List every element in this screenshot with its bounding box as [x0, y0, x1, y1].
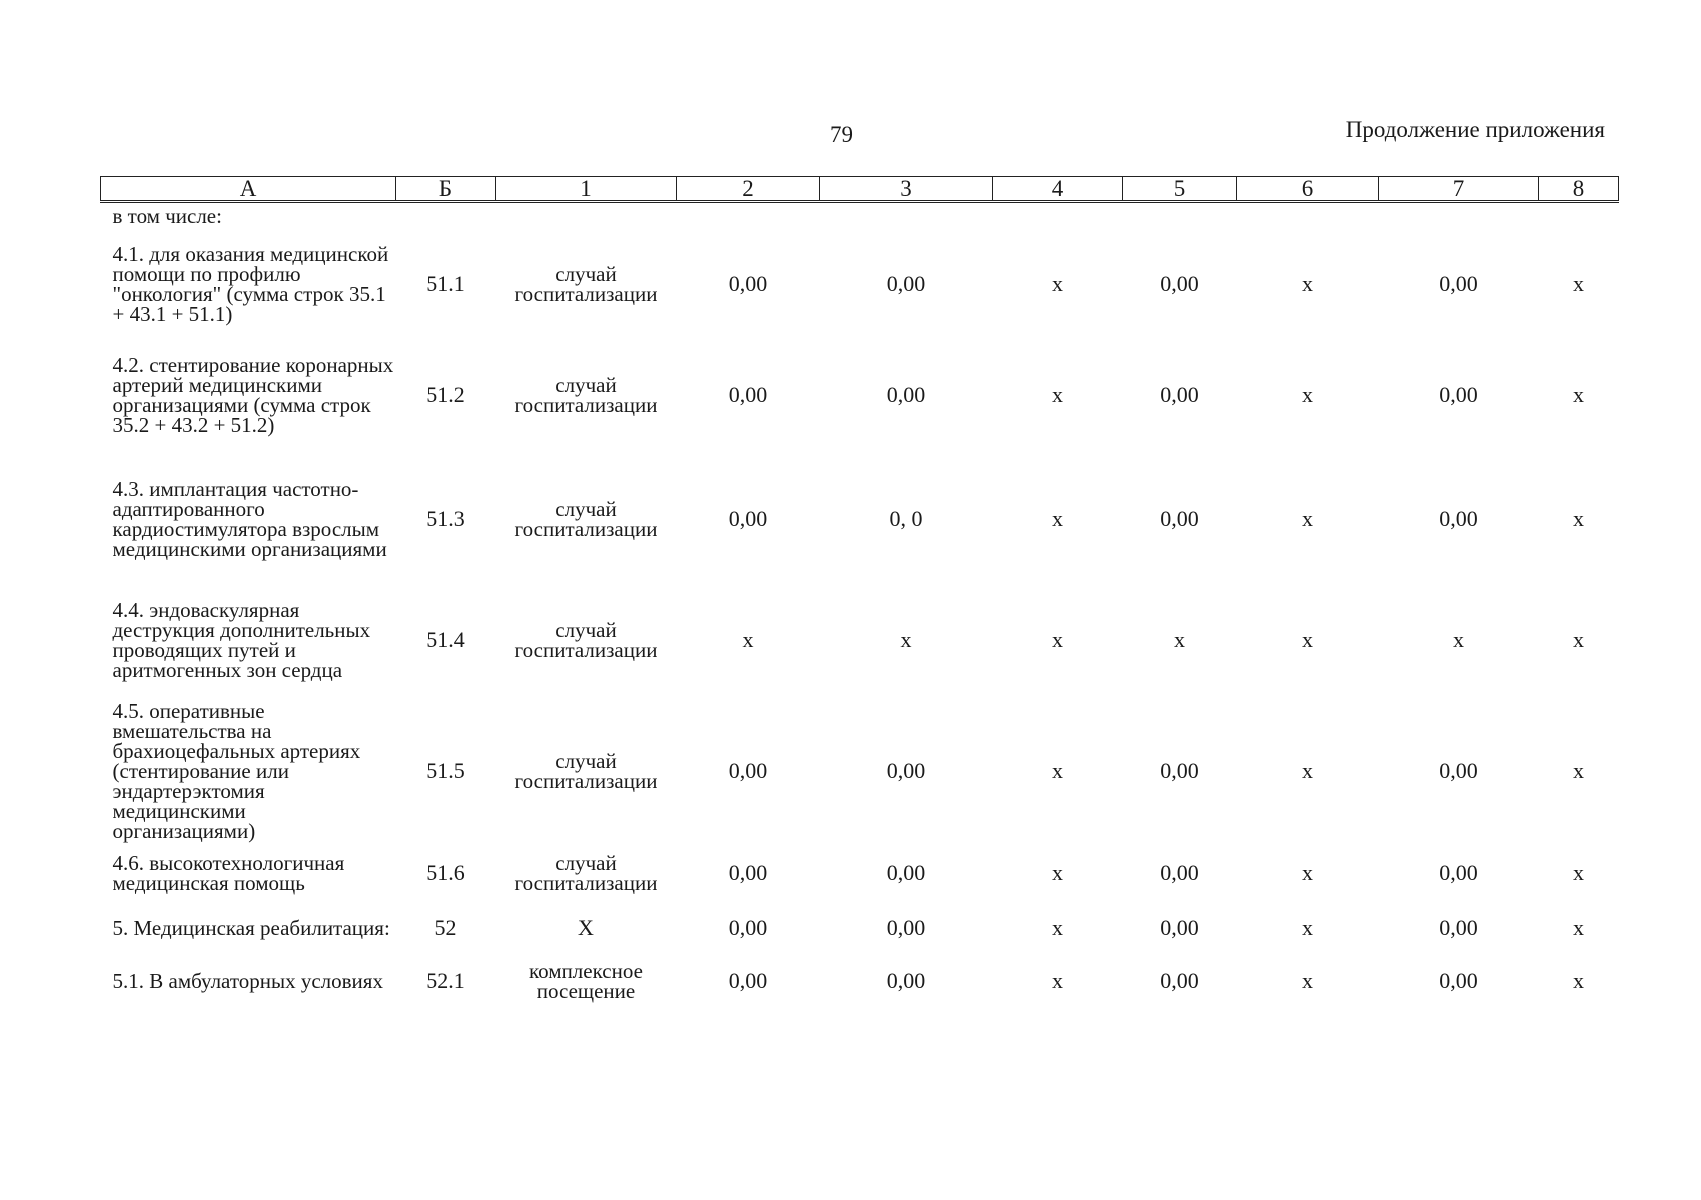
subheader-row: [101, 202, 1619, 233]
row-name: 4.6. высокотехнологичная медицинская помощь: [112, 851, 345, 895]
header-cell-1: 1: [496, 177, 677, 202]
row-col-4: х: [1052, 382, 1063, 407]
row-code: 51.4: [426, 627, 465, 652]
row-unit: случай госпитализации: [514, 497, 658, 541]
header-cell-b: Б: [396, 177, 496, 202]
row-code: 52: [434, 915, 457, 940]
row-col-5: 0,00: [1160, 758, 1199, 783]
table-row: [101, 846, 1619, 900]
header-cell-5: 5: [1123, 177, 1237, 202]
row-col-8: х: [1573, 758, 1584, 783]
row-col-2: 0,00: [728, 506, 768, 531]
row-col-3: 0,00: [886, 968, 926, 993]
header-cell-3: 3: [820, 177, 993, 202]
row-code: 52.1: [426, 968, 465, 993]
row-col-6: х: [1302, 968, 1313, 993]
row-col-7: 0,00: [1439, 860, 1478, 885]
row-name: 4.1. для оказания медицинской помощи по профилю "онкология" (сумма строк 35.1 + 43.1 + 51.1): [112, 242, 389, 326]
row-name: 5.1. В амбулаторных условиях: [112, 969, 383, 993]
row-col-6: х: [1302, 860, 1313, 885]
row-col-7: 0,00: [1439, 271, 1478, 296]
header-cell-8: 8: [1539, 177, 1619, 202]
row-col-2: 0,00: [728, 758, 768, 783]
row-col-3: 0,00: [886, 382, 926, 407]
row-code: 51.3: [426, 506, 465, 531]
row-col-6: х: [1302, 506, 1313, 531]
row-col-7: 0,00: [1439, 758, 1478, 783]
row-col-2: 0,00: [728, 860, 768, 885]
row-col-5: 0,00: [1160, 915, 1199, 940]
row-col-3: 0, 0: [889, 506, 923, 531]
table-row: [101, 454, 1619, 584]
row-col-4: х: [1052, 506, 1063, 531]
row-unit: комплексное посещение: [529, 959, 643, 1003]
row-col-4: х: [1052, 627, 1063, 652]
row-col-4: х: [1052, 860, 1063, 885]
row-col-3: 0,00: [886, 271, 926, 296]
row-code: 51.1: [426, 271, 465, 296]
row-col-4: х: [1052, 915, 1063, 940]
row-name: 4.2. стентирование коронарных артерий медицинскими организациями (сумма строк 35.2 + 43.2 + 51.2): [112, 353, 394, 437]
table-row: [101, 232, 1619, 336]
row-col-5: 0,00: [1160, 860, 1199, 885]
row-code: 51.6: [426, 860, 465, 885]
row-col-8: х: [1573, 860, 1584, 885]
row-name: 4.5. оперативные вмешательства на брахиоцефальных артериях (стентирование или эндартерэктомия медицинскими организациями): [112, 699, 361, 843]
row-col-8: х: [1573, 968, 1584, 993]
header-cell-2: 2: [677, 177, 820, 202]
row-col-5: 0,00: [1160, 506, 1199, 531]
row-col-3: 0,00: [886, 860, 926, 885]
row-col-7: х: [1453, 627, 1464, 652]
row-col-6: х: [1302, 915, 1313, 940]
row-unit: случай госпитализации: [514, 851, 658, 895]
row-col-2: 0,00: [728, 382, 768, 407]
row-col-6: х: [1302, 271, 1313, 296]
row-col-8: х: [1573, 382, 1584, 407]
row-col-3: х: [900, 627, 912, 652]
page-number: 79: [830, 122, 853, 147]
row-col-3: 0,00: [886, 915, 926, 940]
row-unit: случай госпитализации: [514, 749, 658, 793]
header-cell-a: А: [101, 177, 396, 202]
row-col-2: 0,00: [728, 271, 768, 296]
row-col-8: х: [1573, 627, 1584, 652]
row-col-4: х: [1052, 271, 1063, 296]
row-col-5: х: [1174, 627, 1185, 652]
row-col-7: 0,00: [1439, 506, 1478, 531]
row-code: 51.2: [426, 382, 465, 407]
row-col-2: 0,00: [728, 915, 768, 940]
row-col-5: 0,00: [1160, 968, 1199, 993]
row-col-2: х: [742, 627, 754, 652]
row-name: 4.3. имплантация частотно-адаптированного кардиостимулятора взрослым медицинскими организациями: [112, 477, 387, 561]
row-col-5: 0,00: [1160, 382, 1199, 407]
row-col-4: х: [1052, 968, 1063, 993]
table-row: [101, 900, 1619, 956]
row-unit: Х: [578, 915, 594, 940]
data-table: [100, 176, 1619, 1006]
row-col-8: х: [1573, 915, 1584, 940]
row-col-5: 0,00: [1160, 271, 1199, 296]
row-col-7: 0,00: [1439, 968, 1478, 993]
continuation-label: Продолжение приложения: [1345, 117, 1605, 142]
row-col-7: 0,00: [1439, 382, 1478, 407]
table-row: [101, 956, 1619, 1006]
row-col-2: 0,00: [728, 968, 768, 993]
row-unit: случай госпитализации: [514, 618, 658, 662]
row-col-4: х: [1052, 758, 1063, 783]
row-name: 4.4. эндоваскулярная деструкция дополнительных проводящих путей и аритмогенных зон сердца: [112, 598, 371, 682]
row-col-6: х: [1302, 758, 1313, 783]
row-unit: случай госпитализации: [514, 262, 658, 306]
row-name: 5. Медицинская реабилитация:: [112, 916, 390, 940]
row-col-8: х: [1573, 506, 1584, 531]
subheader-text: в том числе:: [112, 204, 222, 228]
table-row: [101, 584, 1619, 696]
row-col-7: 0,00: [1439, 915, 1478, 940]
header-cell-7: 7: [1379, 177, 1539, 202]
header-cell-6: 6: [1237, 177, 1379, 202]
table-row: [101, 696, 1619, 846]
row-col-6: х: [1302, 382, 1313, 407]
row-col-3: 0,00: [886, 758, 926, 783]
row-code: 51.5: [426, 758, 465, 783]
header-row: [101, 177, 1619, 202]
header-cell-4: 4: [993, 177, 1123, 202]
table-row: [101, 336, 1619, 454]
row-col-6: х: [1302, 627, 1313, 652]
data-table-wrapper: [100, 176, 1618, 1006]
row-unit: случай госпитализации: [514, 373, 658, 417]
row-col-8: х: [1573, 271, 1584, 296]
